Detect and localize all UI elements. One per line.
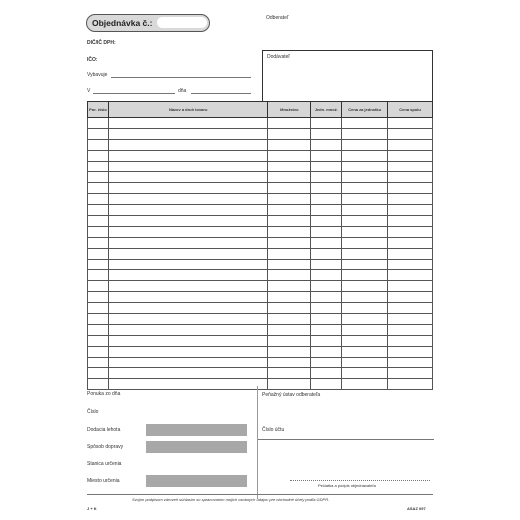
table-cell[interactable] — [388, 128, 433, 139]
table-row — [88, 118, 433, 129]
table-cell[interactable] — [342, 292, 388, 303]
table-cell[interactable] — [108, 270, 267, 281]
stanica-urcenia-label: Stanica určenia — [87, 461, 122, 467]
table-cell[interactable] — [88, 357, 109, 368]
table-cell[interactable] — [108, 346, 267, 357]
table-cell[interactable] — [388, 335, 433, 346]
table-cell[interactable] — [268, 270, 311, 281]
table-row — [88, 281, 433, 292]
table-row — [88, 216, 433, 227]
table-cell[interactable] — [388, 368, 433, 379]
table-row — [88, 237, 433, 248]
table-cell[interactable] — [88, 139, 109, 150]
table-cell[interactable] — [388, 357, 433, 368]
table-cell[interactable] — [268, 379, 311, 390]
col-por-cislo: Por. číslo — [88, 102, 109, 118]
table-cell[interactable] — [88, 324, 109, 335]
table-cell[interactable] — [311, 161, 342, 172]
table-row — [88, 357, 433, 368]
code-left: J + K — [87, 506, 97, 511]
table-cell[interactable] — [88, 216, 109, 227]
table-row — [88, 161, 433, 172]
table-row — [88, 139, 433, 150]
table-row — [88, 128, 433, 139]
table-cell[interactable] — [311, 270, 342, 281]
dic-label: DIČ/IČ DPH: — [87, 40, 116, 46]
table-cell[interactable] — [388, 379, 433, 390]
table-cell[interactable] — [311, 194, 342, 205]
table-cell[interactable] — [88, 259, 109, 270]
table-cell[interactable] — [388, 314, 433, 325]
table-cell[interactable] — [388, 183, 433, 194]
account-line — [258, 439, 434, 440]
table-cell[interactable] — [88, 183, 109, 194]
table-cell[interactable] — [88, 292, 109, 303]
table-cell[interactable] — [388, 150, 433, 161]
table-cell[interactable] — [268, 248, 311, 259]
table-row — [88, 324, 433, 335]
footer-divider — [257, 386, 258, 499]
table-cell[interactable] — [311, 335, 342, 346]
table-cell[interactable] — [342, 248, 388, 259]
code-right: ASAZ 097 — [407, 506, 426, 511]
table-cell[interactable] — [388, 237, 433, 248]
table-cell[interactable] — [108, 314, 267, 325]
table-cell[interactable] — [342, 346, 388, 357]
gdpr-consent: Svojím podpisom zároveň súhlasím so spracovaním mojich osobných údajov pre obchodné účely podľa GDPR. — [132, 497, 330, 502]
table-cell[interactable] — [268, 183, 311, 194]
table-cell[interactable] — [108, 324, 267, 335]
table-cell[interactable] — [342, 357, 388, 368]
table-cell[interactable] — [108, 281, 267, 292]
table-cell[interactable] — [108, 205, 267, 216]
table-cell[interactable] — [388, 194, 433, 205]
table-cell[interactable] — [108, 237, 267, 248]
table-cell[interactable] — [88, 237, 109, 248]
order-number-field[interactable] — [157, 17, 207, 28]
table-cell[interactable] — [108, 259, 267, 270]
cislo-uctu-label: Číslo účtu — [262, 427, 285, 433]
table-row — [88, 379, 433, 390]
signature-line[interactable] — [290, 480, 430, 481]
table-cell[interactable] — [88, 270, 109, 281]
table-cell[interactable] — [388, 118, 433, 129]
table-cell[interactable] — [388, 281, 433, 292]
table-cell[interactable] — [108, 357, 267, 368]
table-cell[interactable] — [108, 226, 267, 237]
table-cell[interactable] — [311, 346, 342, 357]
dna-label: dňa — [178, 88, 187, 94]
table-cell[interactable] — [388, 226, 433, 237]
table-cell[interactable] — [342, 237, 388, 248]
table-cell[interactable] — [88, 205, 109, 216]
table-cell[interactable] — [268, 194, 311, 205]
table-cell[interactable] — [388, 139, 433, 150]
col-jedn-mnoz: Jedn. množ. — [311, 102, 342, 118]
table-cell[interactable] — [311, 205, 342, 216]
table-cell[interactable] — [268, 118, 311, 129]
table-cell[interactable] — [342, 270, 388, 281]
table-cell[interactable] — [268, 237, 311, 248]
table-cell[interactable] — [311, 172, 342, 183]
table-row — [88, 346, 433, 357]
table-row — [88, 259, 433, 270]
table-row — [88, 150, 433, 161]
table-cell[interactable] — [311, 379, 342, 390]
table-cell[interactable] — [268, 292, 311, 303]
table-row — [88, 368, 433, 379]
table-cell[interactable] — [88, 226, 109, 237]
table-cell[interactable] — [342, 314, 388, 325]
table-cell[interactable] — [108, 303, 267, 314]
table-cell[interactable] — [311, 226, 342, 237]
table-cell[interactable] — [268, 139, 311, 150]
table-cell[interactable] — [88, 303, 109, 314]
table-cell[interactable] — [108, 335, 267, 346]
peciatka-label: Pečiatka a podpis objednávateľa — [318, 483, 376, 488]
table-row — [88, 205, 433, 216]
col-mnozstvo: Množstvo — [268, 102, 311, 118]
table-cell[interactable] — [342, 379, 388, 390]
table-cell[interactable] — [388, 270, 433, 281]
table-cell[interactable] — [342, 183, 388, 194]
vybavuje-label: Vybavuje — [87, 72, 108, 78]
sposob-dopravy-label: Spôsob dopravy — [87, 444, 124, 450]
table-cell[interactable] — [108, 161, 267, 172]
table-cell[interactable] — [388, 172, 433, 183]
ponuka-label: Ponuka zo dňa — [87, 391, 121, 397]
table-cell[interactable] — [108, 128, 267, 139]
table-cell[interactable] — [88, 150, 109, 161]
miesto-urcenia-label: Miesto určenia — [87, 478, 120, 484]
col-cena-spolu: Cena spolu — [388, 102, 433, 118]
table-cell[interactable] — [268, 346, 311, 357]
table-cell[interactable] — [342, 281, 388, 292]
table-cell[interactable] — [311, 139, 342, 150]
table-cell[interactable] — [268, 324, 311, 335]
table-cell[interactable] — [88, 281, 109, 292]
table-cell[interactable] — [108, 216, 267, 227]
table-cell[interactable] — [311, 183, 342, 194]
table-cell[interactable] — [108, 183, 267, 194]
table-cell[interactable] — [88, 128, 109, 139]
table-cell[interactable] — [342, 216, 388, 227]
table-row — [88, 303, 433, 314]
table-cell[interactable] — [268, 205, 311, 216]
table-row — [88, 172, 433, 183]
table-row — [88, 292, 433, 303]
sposob-dopravy-field[interactable] — [146, 441, 247, 453]
table-cell[interactable] — [268, 150, 311, 161]
table-cell[interactable] — [388, 216, 433, 227]
table-cell[interactable] — [311, 248, 342, 259]
table-row — [88, 226, 433, 237]
col-cena-jednotka: Cena za jednotku — [342, 102, 388, 118]
table-cell[interactable] — [388, 248, 433, 259]
table-cell[interactable] — [311, 128, 342, 139]
table-cell[interactable] — [311, 216, 342, 227]
table-cell[interactable] — [311, 118, 342, 129]
table-row — [88, 270, 433, 281]
table-cell[interactable] — [342, 205, 388, 216]
table-cell[interactable] — [268, 216, 311, 227]
table-cell[interactable] — [88, 161, 109, 172]
table-cell[interactable] — [342, 303, 388, 314]
table-cell[interactable] — [88, 346, 109, 357]
table-cell[interactable] — [108, 292, 267, 303]
table-cell[interactable] — [88, 194, 109, 205]
table-cell[interactable] — [268, 128, 311, 139]
table-cell[interactable] — [342, 150, 388, 161]
items-table — [87, 101, 433, 390]
table-cell[interactable] — [342, 226, 388, 237]
table-cell[interactable] — [88, 172, 109, 183]
table-cell[interactable] — [108, 248, 267, 259]
table-cell[interactable] — [108, 150, 267, 161]
table-cell[interactable] — [342, 335, 388, 346]
table-cell[interactable] — [268, 281, 311, 292]
table-cell[interactable] — [342, 128, 388, 139]
table-cell[interactable] — [88, 314, 109, 325]
col-nazov: Názov a druh tovaru — [108, 102, 267, 118]
table-cell[interactable] — [108, 172, 267, 183]
table-cell[interactable] — [342, 139, 388, 150]
table-cell[interactable] — [88, 335, 109, 346]
table-cell[interactable] — [342, 161, 388, 172]
table-cell[interactable] — [311, 368, 342, 379]
table-cell[interactable] — [342, 324, 388, 335]
table-cell[interactable] — [342, 194, 388, 205]
table-row — [88, 248, 433, 259]
table-cell[interactable] — [388, 303, 433, 314]
table-cell[interactable] — [108, 139, 267, 150]
dodacia-lehota-label: Dodacia lehota — [87, 427, 121, 433]
table-cell[interactable] — [311, 357, 342, 368]
miesto-urcenia-field[interactable] — [146, 475, 247, 487]
table-cell[interactable] — [88, 368, 109, 379]
bottom-rule — [87, 494, 433, 495]
table-cell[interactable] — [388, 346, 433, 357]
table-cell[interactable] — [108, 118, 267, 129]
order-title: Objednávka č.: — [92, 18, 153, 28]
v-label: V — [87, 88, 91, 94]
odberatel-label: Odberateľ — [266, 15, 289, 21]
table-row — [88, 314, 433, 325]
table-cell[interactable] — [88, 379, 109, 390]
table-cell[interactable] — [311, 259, 342, 270]
table-cell[interactable] — [268, 314, 311, 325]
table-cell[interactable] — [311, 324, 342, 335]
table-row — [88, 183, 433, 194]
table-cell[interactable] — [88, 248, 109, 259]
dna-field[interactable] — [191, 93, 251, 94]
penazny-ustav-label: Peňažný ústav odberateľa — [262, 392, 321, 398]
table-cell[interactable] — [268, 357, 311, 368]
table-cell[interactable] — [268, 161, 311, 172]
table-header-row — [88, 102, 433, 118]
table-cell[interactable] — [388, 259, 433, 270]
table-row — [88, 335, 433, 346]
table-cell[interactable] — [311, 237, 342, 248]
table-cell[interactable] — [388, 161, 433, 172]
table-cell[interactable] — [108, 379, 267, 390]
table-cell[interactable] — [311, 314, 342, 325]
table-cell[interactable] — [268, 368, 311, 379]
table-cell[interactable] — [311, 303, 342, 314]
table-cell[interactable] — [388, 324, 433, 335]
table-cell[interactable] — [268, 259, 311, 270]
table-cell[interactable] — [388, 292, 433, 303]
table-row — [88, 194, 433, 205]
v-field[interactable] — [93, 93, 175, 94]
table-cell[interactable] — [342, 118, 388, 129]
table-cell[interactable] — [108, 194, 267, 205]
table-cell[interactable] — [311, 281, 342, 292]
table-cell[interactable] — [268, 226, 311, 237]
table-cell[interactable] — [311, 292, 342, 303]
table-cell[interactable] — [342, 259, 388, 270]
dodacia-lehota-field[interactable] — [146, 424, 247, 436]
table-cell[interactable] — [268, 172, 311, 183]
table-cell[interactable] — [342, 368, 388, 379]
table-cell[interactable] — [268, 303, 311, 314]
table-cell[interactable] — [311, 150, 342, 161]
dodavatel-label: Dodávateľ — [267, 54, 290, 60]
table-cell[interactable] — [108, 368, 267, 379]
table-cell[interactable] — [388, 205, 433, 216]
vybavuje-field[interactable] — [111, 77, 251, 78]
ico-label: IČO: — [87, 57, 98, 63]
table-cell[interactable] — [342, 172, 388, 183]
table-cell[interactable] — [268, 335, 311, 346]
table-cell[interactable] — [88, 118, 109, 129]
cislo-label: Číslo — [87, 409, 99, 415]
